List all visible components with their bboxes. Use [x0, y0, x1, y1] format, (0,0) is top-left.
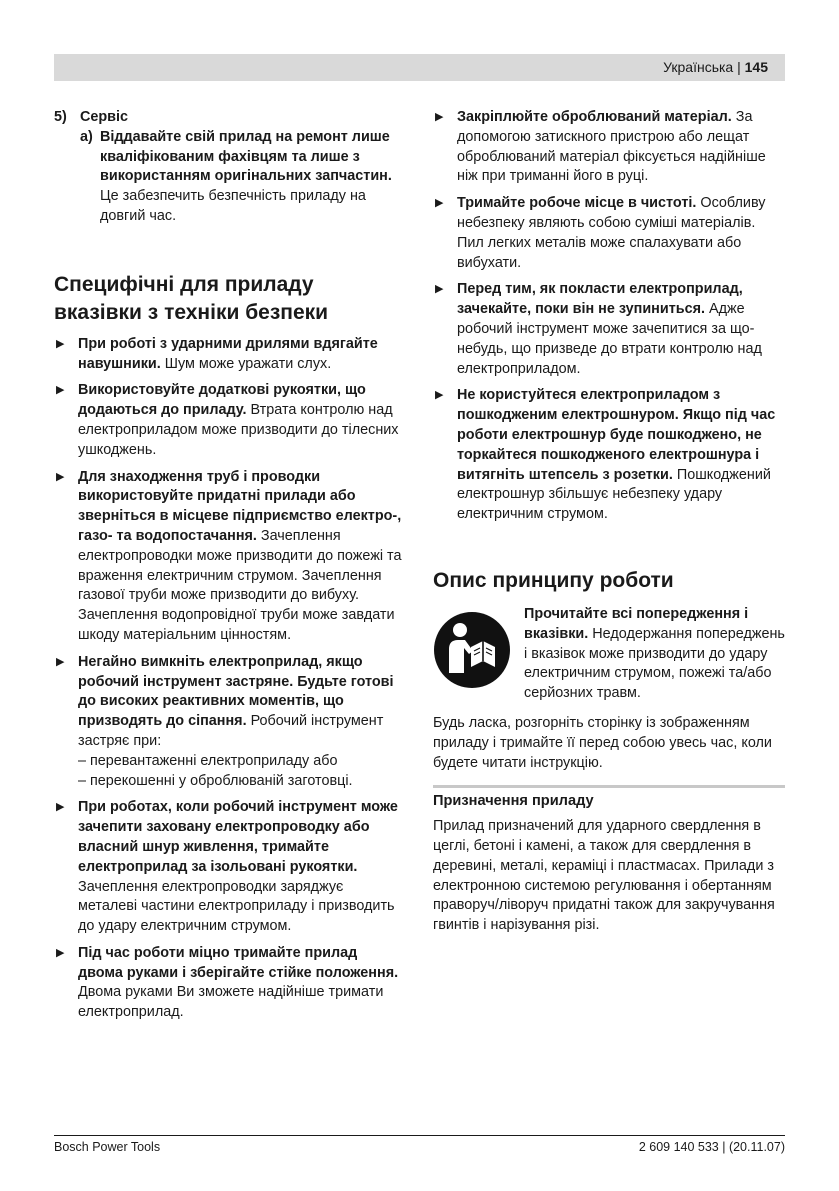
page-number: 145	[744, 59, 768, 75]
warning-text: Недодержання попереджень і вказівок може призводити до удару електричним струмом, пожежі та/або серйозних травм.	[524, 625, 785, 702]
warning-bold: Прочитайте всі попередження і вказівки.	[524, 605, 749, 642]
header-language: Українська	[663, 59, 734, 75]
list-item	[54, 944, 404, 1023]
list-item	[54, 653, 404, 792]
footer-brand: Bosch Power Tools	[54, 1140, 161, 1154]
purpose-heading: Призначення приладу	[433, 793, 594, 810]
bullet-bold: Не користуйтеся електроприладом з пошкодженим електрошнуром. Якщо під час роботи електрошнур буде пошкоджено, не торкайтеся пошкодженого електрошнура і витягніть штепсель з розетки.	[457, 387, 776, 483]
header-separator: |	[737, 59, 741, 75]
safety-list	[54, 335, 404, 1023]
bullet-bold: Негайно вимкніть електроприлад, якщо робочий інструмент застряне. Будьте готові до високих реактивних моментів, що призводять до сіпання.	[78, 653, 394, 730]
bullet-text: Зачеплення електропроводки заряджує металеві частини електроприладу і призводить до удару електричним струмом.	[78, 878, 395, 935]
bullet-bold: При роботах, коли робочий інструмент може зачепити заховану електропроводку або власний шнур живлення, тримайте електроприлад за ізольовані рукоятки.	[78, 799, 398, 875]
bullet-bold: Тримайте робоче місце в чистоті.	[457, 195, 697, 212]
service-item-bold: Віддавайте свій прилад на ремонт лише кваліфікованим фахівцям та лише з використанням оригінальних запчастин.	[100, 128, 392, 185]
list-item	[54, 381, 404, 460]
section-title: Сервіс	[80, 109, 129, 125]
bullet-text: Шум може уражати слух.	[164, 355, 332, 372]
list-item	[433, 108, 785, 187]
list-item	[54, 335, 404, 375]
bullet-text: Двома руками Ви зможете надійніше тримати електроприлад.	[78, 984, 384, 1021]
section-service-heading	[54, 108, 404, 128]
section-number: 5)	[54, 109, 67, 125]
bullet-text: Адже робочий інструмент може зачепитися за що-небудь, що призведе до втрати контролю над електроприладом.	[457, 301, 762, 377]
footer-divider	[54, 1135, 785, 1136]
list-item	[54, 798, 404, 937]
list-item	[433, 194, 785, 273]
bullet-text: Зачеплення електропроводки може призводити до пожежі та враження електричним струмом. Зачеплення газової труби може призводити до вибуху. Зачеплення водопровідної труби може завдати шкоду матеріальним цінностям.	[78, 527, 402, 643]
purpose-text: Прилад призначений для ударного свердлення в цеглі, бетоні і камені, а також для свердлення в деревині, металі, кераміці і пластмасах. Прилади з електронною системою регулювання і обертанням праворуч/ліворуч придатні також для закручування гвинтів і нарізування різі.	[433, 818, 775, 934]
footer-doc-number: 2 609 140 533 | (20.11.07)	[638, 1140, 785, 1154]
list-item	[433, 280, 785, 379]
safety-list-continued	[433, 108, 785, 525]
bullet-text: Пошкоджений електрошнур збільшує небезпеку удару електричним струмом.	[457, 466, 771, 523]
bullet-bold: При роботі з ударними дрилями вдягайте навушники.	[78, 335, 378, 372]
bullet-text: Втрата контролю над електроприладом може призводити до тілесних ушкоджень.	[78, 402, 399, 458]
dash-item: – перевантаженні електроприладу або	[78, 752, 338, 769]
service-item	[54, 128, 404, 227]
read-manual-icon	[433, 611, 511, 689]
bullet-bold: Під час роботи міцно тримайте прилад двома руками і зберігайте стійке положення.	[78, 944, 399, 981]
list-item	[54, 468, 404, 646]
header-text	[663, 59, 768, 75]
bullet-text: Особливу небезпеку являють собою суміші матеріалів. Пил легких металів може спалахувати або вибухати.	[457, 195, 766, 271]
intro-text: Будь ласка, розгорніть сторінку із зображенням приладу і тримайте її перед собою увесь час, коли будете читати інструкцію.	[433, 714, 772, 771]
dash-item: – перекошенні у оброблюваній заготовці.	[78, 772, 353, 789]
safety-heading: Специфічні для приладу вказівки з техніки безпеки	[54, 272, 329, 324]
service-item-label: a)	[80, 128, 93, 145]
service-item-text: Це забезпечить безпечність приладу на довгий час.	[100, 188, 366, 224]
bullet-text: Робочий інструмент застряє при:	[78, 713, 384, 749]
page-header	[54, 54, 785, 81]
list-item	[433, 386, 785, 525]
section-divider	[433, 785, 785, 788]
bullet-bold: Використовуйте додаткові рукоятки, що додаються до приладу.	[78, 382, 366, 419]
right-column	[433, 108, 785, 936]
bullet-bold: Перед тим, як покласти електроприлад, зачекайте, поки він не зупиниться.	[457, 281, 743, 318]
left-column	[54, 108, 404, 1030]
read-instructions-warning	[433, 605, 785, 704]
operation-heading: Опис принципу роботи	[433, 568, 674, 592]
bullet-bold: Закріплюйте оброблюваний матеріал.	[457, 109, 732, 125]
bullet-text: За допомогою затискного пристрою або лещат оброблюваний матеріал фіксується надійніше ніж при триманні його в руці.	[457, 109, 766, 185]
bullet-bold: Для знаходження труб і проводки використовуйте придатні прилади або зверніться в місцеве підприємство електро-, газо- та водопостачання.	[78, 468, 402, 544]
